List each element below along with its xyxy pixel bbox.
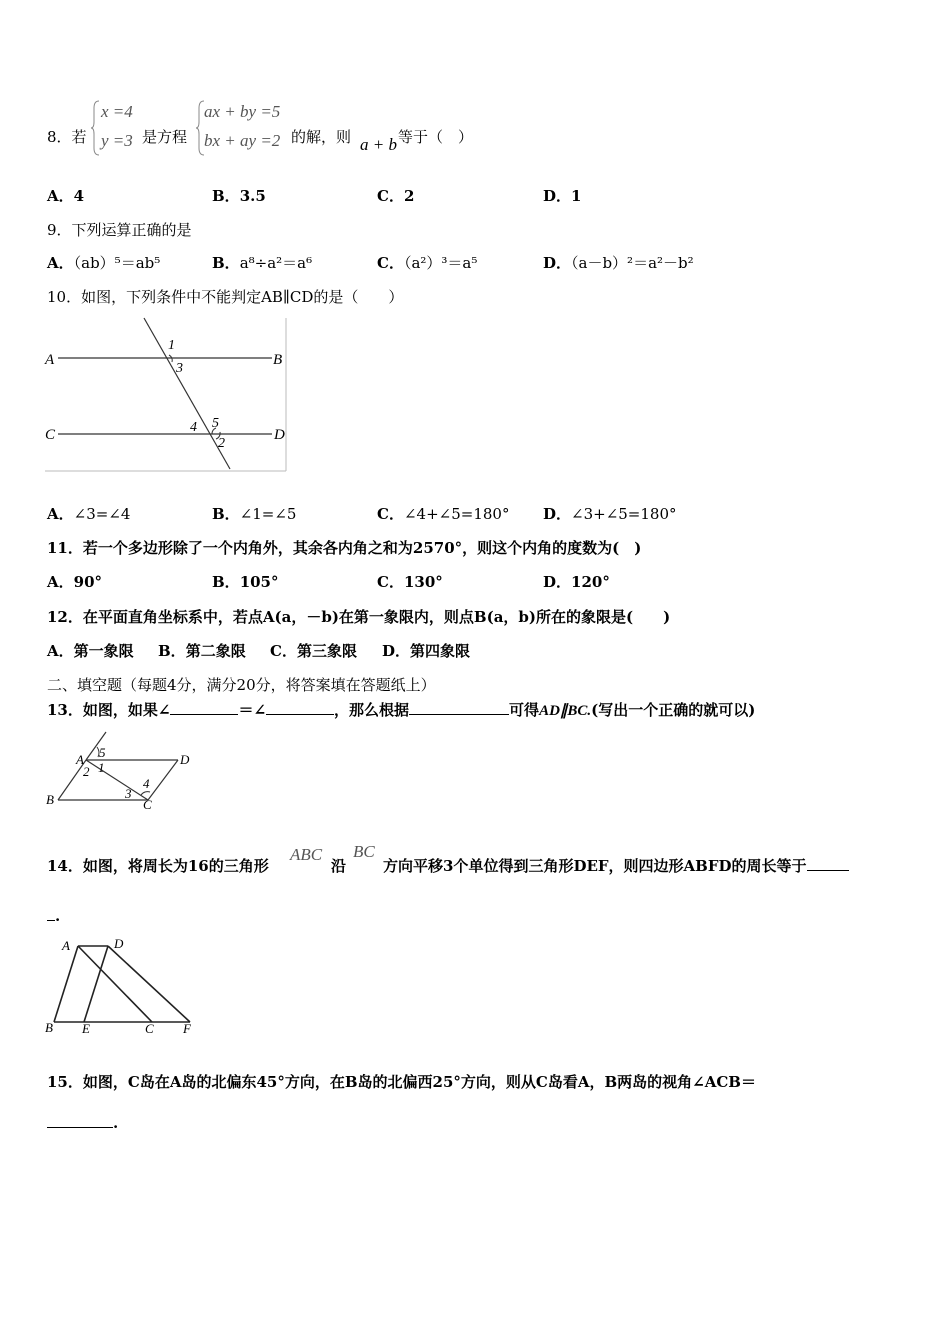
label-a: A — [76, 752, 84, 767]
q12-option-c[interactable]: C．第三象限 — [270, 642, 357, 660]
q14-bc: BC — [353, 842, 375, 861]
q11-option-c[interactable]: C．130° — [377, 573, 443, 591]
q8-system2-line2: bx + ay =2 — [204, 131, 281, 150]
q11-stem: 11．若一个多边形除了一个内角外，其余各内角之和为2570°，则这个内角的度数为( ) — [47, 539, 642, 557]
q8-option-d[interactable]: D．1 — [543, 187, 582, 205]
label-d: D — [114, 936, 124, 951]
section-2-title: 二、填空题（每题4分，满分20分，将答案填在答题纸上） — [47, 676, 436, 694]
label-c: C — [143, 797, 152, 810]
label-c: C — [145, 1021, 154, 1036]
q8-prefix: 8．若 — [47, 128, 87, 146]
q14-blank-continued[interactable] — [47, 906, 55, 921]
q9-option-a[interactable]: A．（ab）⁵＝ab⁵ — [47, 254, 161, 272]
q10-figure — [44, 317, 288, 473]
label-d: D — [180, 752, 190, 767]
q10-option-c[interactable]: C．∠4+∠5=180° — [377, 505, 510, 523]
label-5: 5 — [99, 745, 106, 760]
left-brace-icon — [90, 100, 100, 156]
label-b: B — [273, 352, 283, 368]
q13-blank-3[interactable] — [409, 700, 509, 715]
q10-option-a[interactable]: A．∠3=∠4 — [47, 505, 131, 523]
label-2: 2 — [218, 436, 225, 451]
q10-option-d[interactable]: D．∠3+∠5=180° — [543, 505, 677, 523]
q8-option-a[interactable]: A．4 — [47, 187, 85, 205]
q8-option-b[interactable]: B．3.5 — [212, 187, 266, 205]
q14-stem-b: 方向平移3个单位得到三角形DEF，则四边形ABFD的周长等于 — [383, 856, 849, 876]
q8-expression: a + b — [360, 135, 397, 154]
label-b: B — [45, 1020, 53, 1035]
label-4: 4 — [190, 420, 197, 435]
q13-figure — [44, 730, 196, 810]
q10-stem: 10．如图，下列条件中不能判定AB∥CD的是（ ） — [47, 288, 404, 306]
label-c: C — [45, 427, 56, 443]
q9-option-d[interactable]: D．（a－b）²＝a²－b² — [543, 254, 694, 272]
q9-option-c[interactable]: C．（a²）³＝a⁵ — [377, 254, 478, 272]
q12-option-a[interactable]: A．第一象限 — [47, 642, 134, 660]
q9-stem: 9．下列运算正确的是 — [47, 221, 192, 239]
q13-blank-1[interactable] — [170, 700, 238, 715]
q12-option-d[interactable]: D．第四象限 — [382, 642, 471, 660]
q11-option-d[interactable]: D．120° — [543, 573, 610, 591]
q15-blank[interactable] — [47, 1113, 113, 1128]
q12-stem: 12．在平面直角坐标系中，若点A(a，－b)在第一象限内，则点B(a，b)所在的象限是( ) — [47, 608, 671, 626]
q13-blank-2[interactable] — [266, 700, 334, 715]
q9-option-b[interactable]: B．a⁸÷a²＝a⁶ — [212, 254, 313, 272]
q14-end: . — [47, 906, 60, 926]
q8-system1-line1: x =4 — [101, 102, 133, 121]
q12-option-b[interactable]: B．第二象限 — [158, 642, 246, 660]
label-b: B — [46, 792, 54, 807]
label-1: 1 — [98, 760, 105, 775]
q8-mid-text-2: 的解，则 — [291, 128, 352, 146]
label-4: 4 — [143, 776, 150, 791]
q13-stem: 13．如图，如果∠ ＝∠ ，那么根据 可得AD∥BC.(写出一个正确的就可以) — [47, 701, 756, 719]
q14-figure — [44, 936, 196, 1036]
label-2: 2 — [83, 764, 90, 779]
q8-system2-line1: ax + by =5 — [204, 102, 281, 121]
q11-option-a[interactable]: A．90° — [47, 573, 103, 591]
q10-option-b[interactable]: B．∠1=∠5 — [212, 505, 297, 523]
q8-option-c[interactable]: C．2 — [377, 187, 415, 205]
q11-option-b[interactable]: B．105° — [212, 573, 279, 591]
q15-stem: 15．如图，C岛在A岛的北偏东45°方向，在B岛的北偏西25°方向，则从C岛看A，B两岛的视角∠ACB＝ — [47, 1073, 756, 1091]
label-a: A — [62, 938, 70, 953]
label-3: 3 — [176, 361, 183, 376]
q14-abc: ABC — [290, 845, 323, 864]
q14-blank[interactable] — [807, 856, 849, 871]
q8-suffix: 等于（ ） — [398, 128, 474, 146]
label-3: 3 — [125, 786, 132, 801]
label-e: E — [82, 1021, 90, 1036]
q14-stem-a: 14．如图，将周长为16的三角形 — [47, 857, 269, 875]
q8-mid-text: 是方程 — [142, 128, 188, 146]
label-d: D — [274, 427, 285, 443]
q14-along: 沿 — [331, 857, 347, 875]
label-f: F — [183, 1021, 191, 1036]
q8-system1-line2: y =3 — [101, 131, 133, 150]
label-a: A — [45, 352, 55, 368]
label-1: 1 — [168, 338, 175, 353]
label-5: 5 — [212, 416, 219, 431]
q15-end: . — [47, 1113, 118, 1133]
